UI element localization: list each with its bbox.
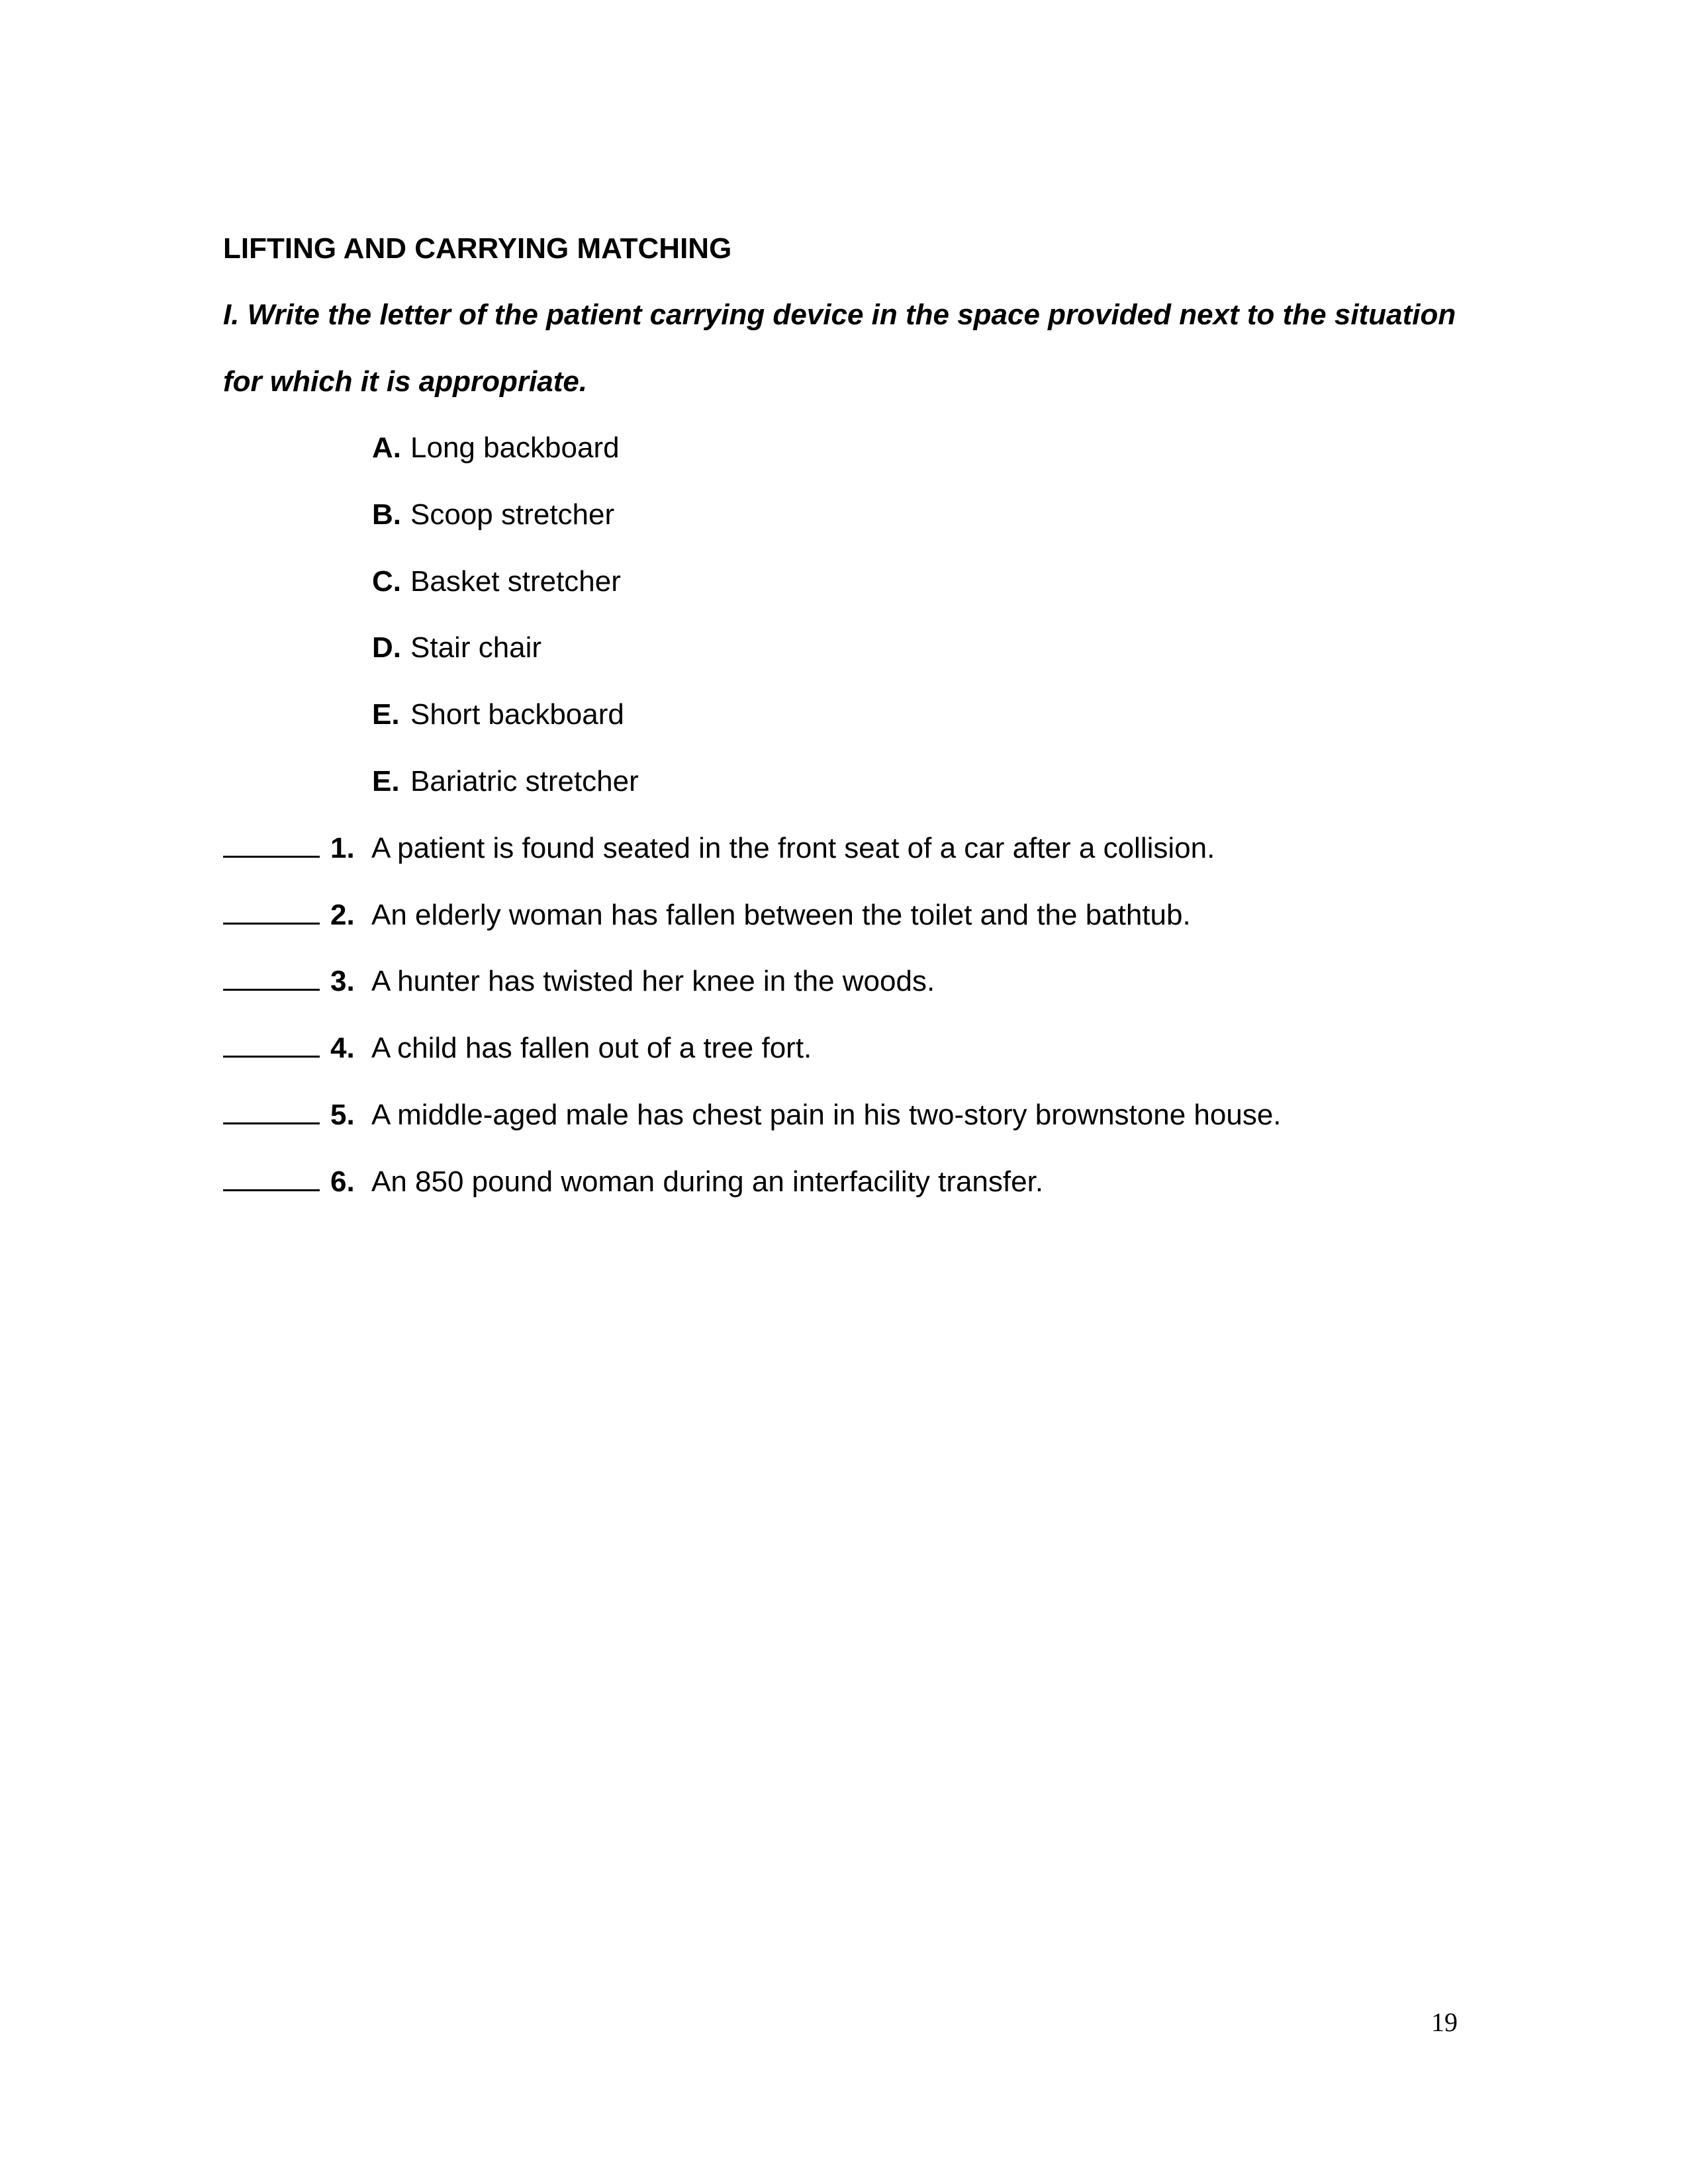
option-text: Short backboard bbox=[410, 698, 624, 731]
answer-blank[interactable] bbox=[223, 1163, 320, 1191]
answer-blank[interactable] bbox=[223, 1096, 320, 1124]
answer-blank[interactable] bbox=[223, 1029, 320, 1058]
question-text: A child has fallen out of a tree fort. bbox=[371, 1032, 812, 1064]
question-text: A patient is found seated in the front seat of a car after a collision. bbox=[371, 832, 1215, 864]
option-letter: E. bbox=[372, 698, 400, 731]
option-e bbox=[372, 695, 624, 735]
question-text: An 850 pound woman during an interfacility transfer. bbox=[371, 1165, 1044, 1198]
option-text: Basket stretcher bbox=[410, 565, 621, 598]
instruction-line-1: I. Write the letter of the patient carrying device in the space provided next to the situation bbox=[223, 298, 1456, 331]
option-letter: D. bbox=[372, 631, 401, 664]
option-letter: E. bbox=[372, 765, 400, 797]
question-number: 6. bbox=[330, 1165, 355, 1198]
question-number: 5. bbox=[330, 1099, 355, 1131]
question-number: 3. bbox=[330, 965, 355, 997]
question-text: An elderly woman has fallen between the toilet and the bathtub. bbox=[371, 899, 1191, 931]
instruction-line-2: for which it is appropriate. bbox=[223, 365, 588, 398]
answer-blank[interactable] bbox=[223, 896, 320, 925]
question-1 bbox=[223, 829, 1215, 868]
option-e-bariatric bbox=[372, 762, 639, 801]
answer-blank[interactable] bbox=[223, 962, 320, 991]
option-letter: A. bbox=[372, 432, 401, 464]
option-a bbox=[372, 428, 620, 468]
question-number: 1. bbox=[330, 832, 355, 864]
page-number: 19 bbox=[1431, 2007, 1458, 2037]
option-text: Scoop stretcher bbox=[410, 498, 615, 531]
option-text: Stair chair bbox=[410, 631, 542, 664]
question-3 bbox=[223, 962, 935, 1001]
question-5 bbox=[223, 1095, 1282, 1135]
option-c bbox=[372, 562, 621, 602]
option-text: Long backboard bbox=[410, 432, 620, 464]
option-d bbox=[372, 628, 541, 668]
option-letter: C. bbox=[372, 565, 401, 598]
question-2 bbox=[223, 895, 1191, 935]
option-b bbox=[372, 495, 614, 535]
answer-blank[interactable] bbox=[223, 829, 320, 858]
question-6 bbox=[223, 1162, 1043, 1202]
option-letter: B. bbox=[372, 498, 401, 531]
question-number: 4. bbox=[330, 1032, 355, 1064]
question-text: A middle-aged male has chest pain in his two-story brownstone house. bbox=[371, 1099, 1282, 1131]
question-4 bbox=[223, 1028, 812, 1068]
section-heading: LIFTING AND CARRYING MATCHING bbox=[223, 232, 732, 265]
question-text: A hunter has twisted her knee in the woods. bbox=[371, 965, 935, 997]
question-number: 2. bbox=[330, 899, 355, 931]
option-text: Bariatric stretcher bbox=[410, 765, 639, 797]
